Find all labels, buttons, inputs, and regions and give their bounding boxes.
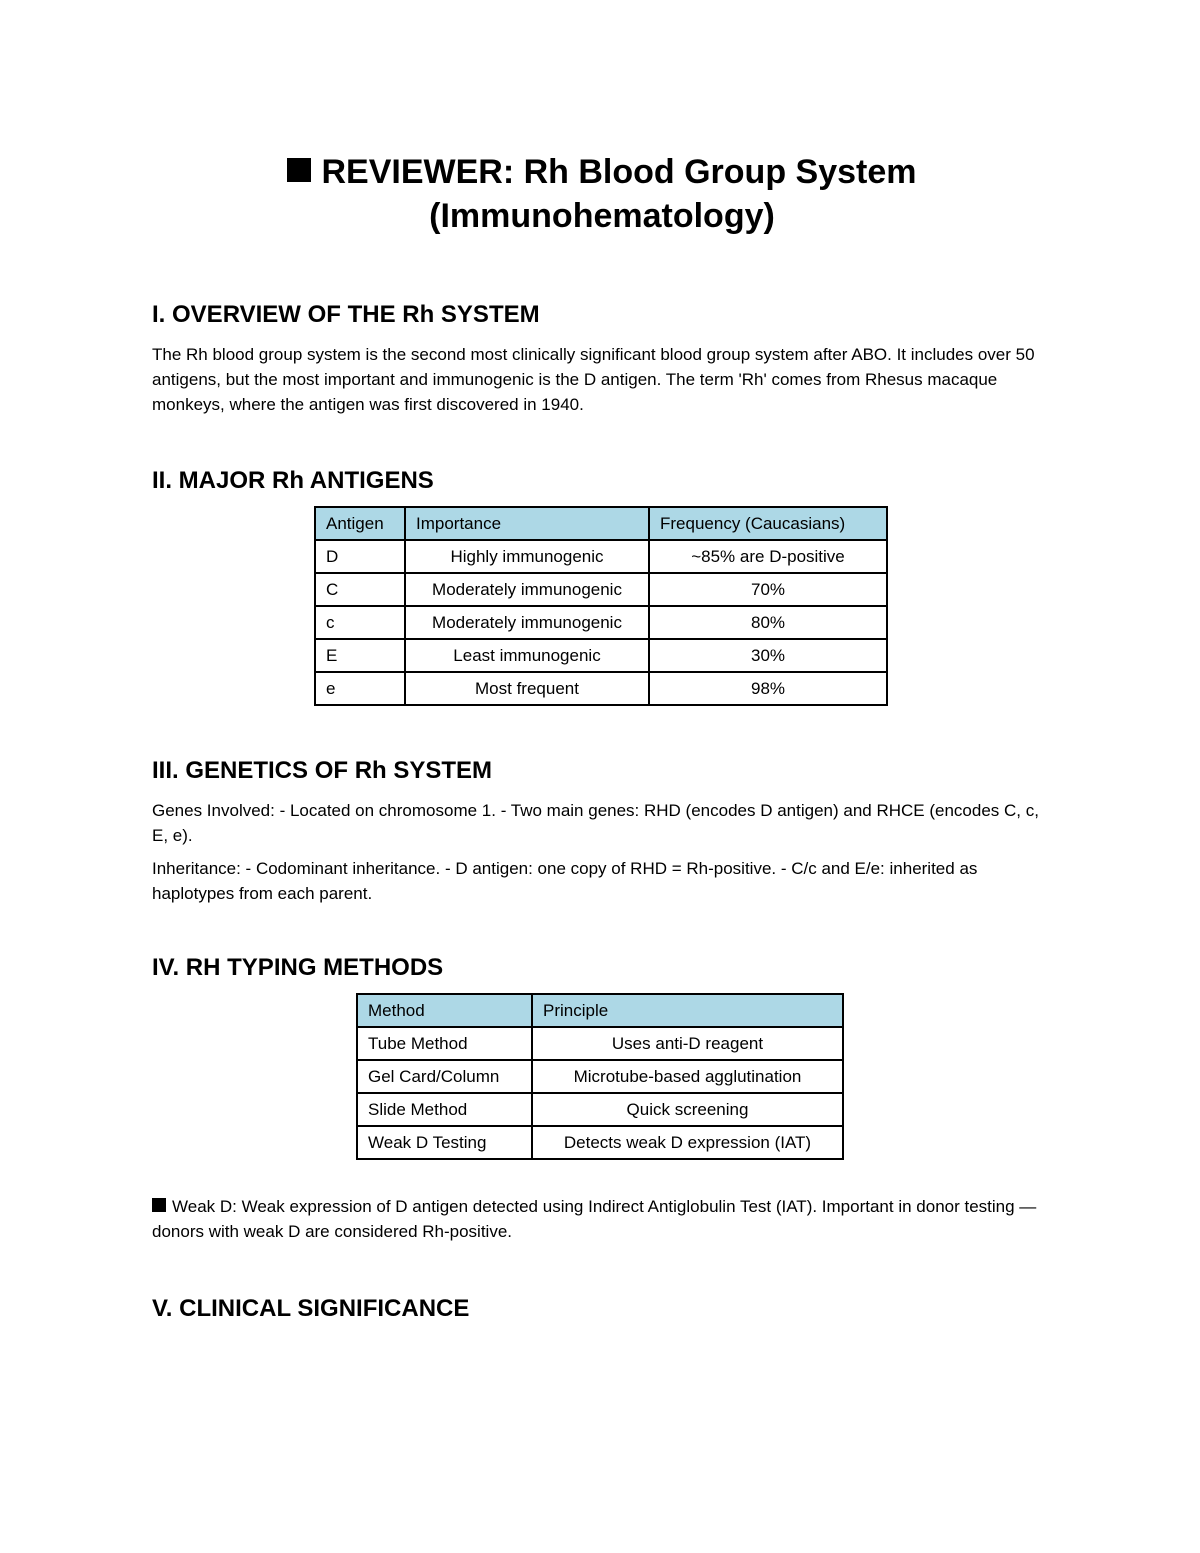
section-5-heading: V. CLINICAL SIGNIFICANCE	[152, 1295, 470, 1322]
column-header: Importance	[405, 507, 649, 540]
table-cell: Uses anti-D reagent	[532, 1027, 843, 1060]
table-cell: Tube Method	[357, 1027, 532, 1060]
table-cell: 98%	[649, 672, 887, 705]
table-header-row	[315, 507, 887, 540]
section-4-heading: IV. RH TYPING METHODS	[152, 954, 444, 981]
table-cell: ~85% are D-positive	[649, 540, 887, 573]
section-3-inheritance-paragraph: Inheritance: - Codominant inheritance. - D antigen: one copy of RHD = Rh-positive. - C/c and E/e: inherited as haplotypes from each parent.	[152, 859, 978, 903]
weak-d-note	[152, 1194, 1052, 1244]
square-bullet-icon	[152, 1198, 166, 1212]
table-cell: 30%	[649, 639, 887, 672]
table-cell: Moderately immunogenic	[405, 606, 649, 639]
table-row	[357, 1126, 843, 1159]
table-row	[315, 639, 887, 672]
table-cell: 80%	[649, 606, 887, 639]
square-bullet-icon	[287, 158, 311, 182]
table-row	[357, 1027, 843, 1060]
column-header: Frequency (Caucasians)	[649, 507, 887, 540]
table-cell: Detects weak D expression (IAT)	[532, 1126, 843, 1159]
table-cell: Highly immunogenic	[405, 540, 649, 573]
section-1-heading: I. OVERVIEW OF THE Rh SYSTEM	[152, 301, 540, 328]
table-row	[315, 573, 887, 606]
table-row	[357, 1093, 843, 1126]
table-cell: Most frequent	[405, 672, 649, 705]
rh-antigens-table	[314, 506, 888, 706]
table-cell: Least immunogenic	[405, 639, 649, 672]
document-page	[152, 150, 1052, 1324]
weak-d-note-text: Weak D: Weak expression of D antigen detected using Indirect Antiglobulin Test (IAT). Important in donor testing — donors with weak D are considered Rh-positive.	[152, 1197, 1037, 1241]
table-cell: C	[315, 573, 405, 606]
table-cell: D	[315, 540, 405, 573]
table-cell: Microtube-based agglutination	[532, 1060, 843, 1093]
table-cell: c	[315, 606, 405, 639]
rh-typing-methods-table	[356, 993, 844, 1160]
table-cell: Gel Card/Column	[357, 1060, 532, 1093]
table-header-row	[357, 994, 843, 1027]
table-row	[315, 672, 887, 705]
section-3-genes-paragraph: Genes Involved: - Located on chromosome 1. - Two main genes: RHD (encodes D antigen) and RHCE (encodes C, c, E, e).	[152, 801, 1039, 845]
column-header: Antigen	[315, 507, 405, 540]
table-cell: Quick screening	[532, 1093, 843, 1126]
table-cell: Weak D Testing	[357, 1126, 532, 1159]
title-line-2: (Immunohematology)	[429, 197, 775, 235]
section-2-heading: II. MAJOR Rh ANTIGENS	[152, 467, 434, 494]
document-title	[152, 150, 1052, 238]
table-cell: Slide Method	[357, 1093, 532, 1126]
table-cell: e	[315, 672, 405, 705]
table-row	[357, 1060, 843, 1093]
column-header: Principle	[532, 994, 843, 1027]
table-cell: Moderately immunogenic	[405, 573, 649, 606]
table-cell: E	[315, 639, 405, 672]
column-header: Method	[357, 994, 532, 1027]
title-line-1: REVIEWER: Rh Blood Group System	[321, 153, 917, 191]
table-cell: 70%	[649, 573, 887, 606]
section-1-body: The Rh blood group system is the second most clinically significant blood group system after ABO. It includes over 50 antigens, but the most important and immunogenic is the D antigen. The term 'Rh' comes from Rhesus macaque monkeys, where the antigen was first discovered in 1940.	[152, 345, 1035, 414]
table-row	[315, 540, 887, 573]
table-row	[315, 606, 887, 639]
section-3-heading: III. GENETICS OF Rh SYSTEM	[152, 757, 493, 784]
